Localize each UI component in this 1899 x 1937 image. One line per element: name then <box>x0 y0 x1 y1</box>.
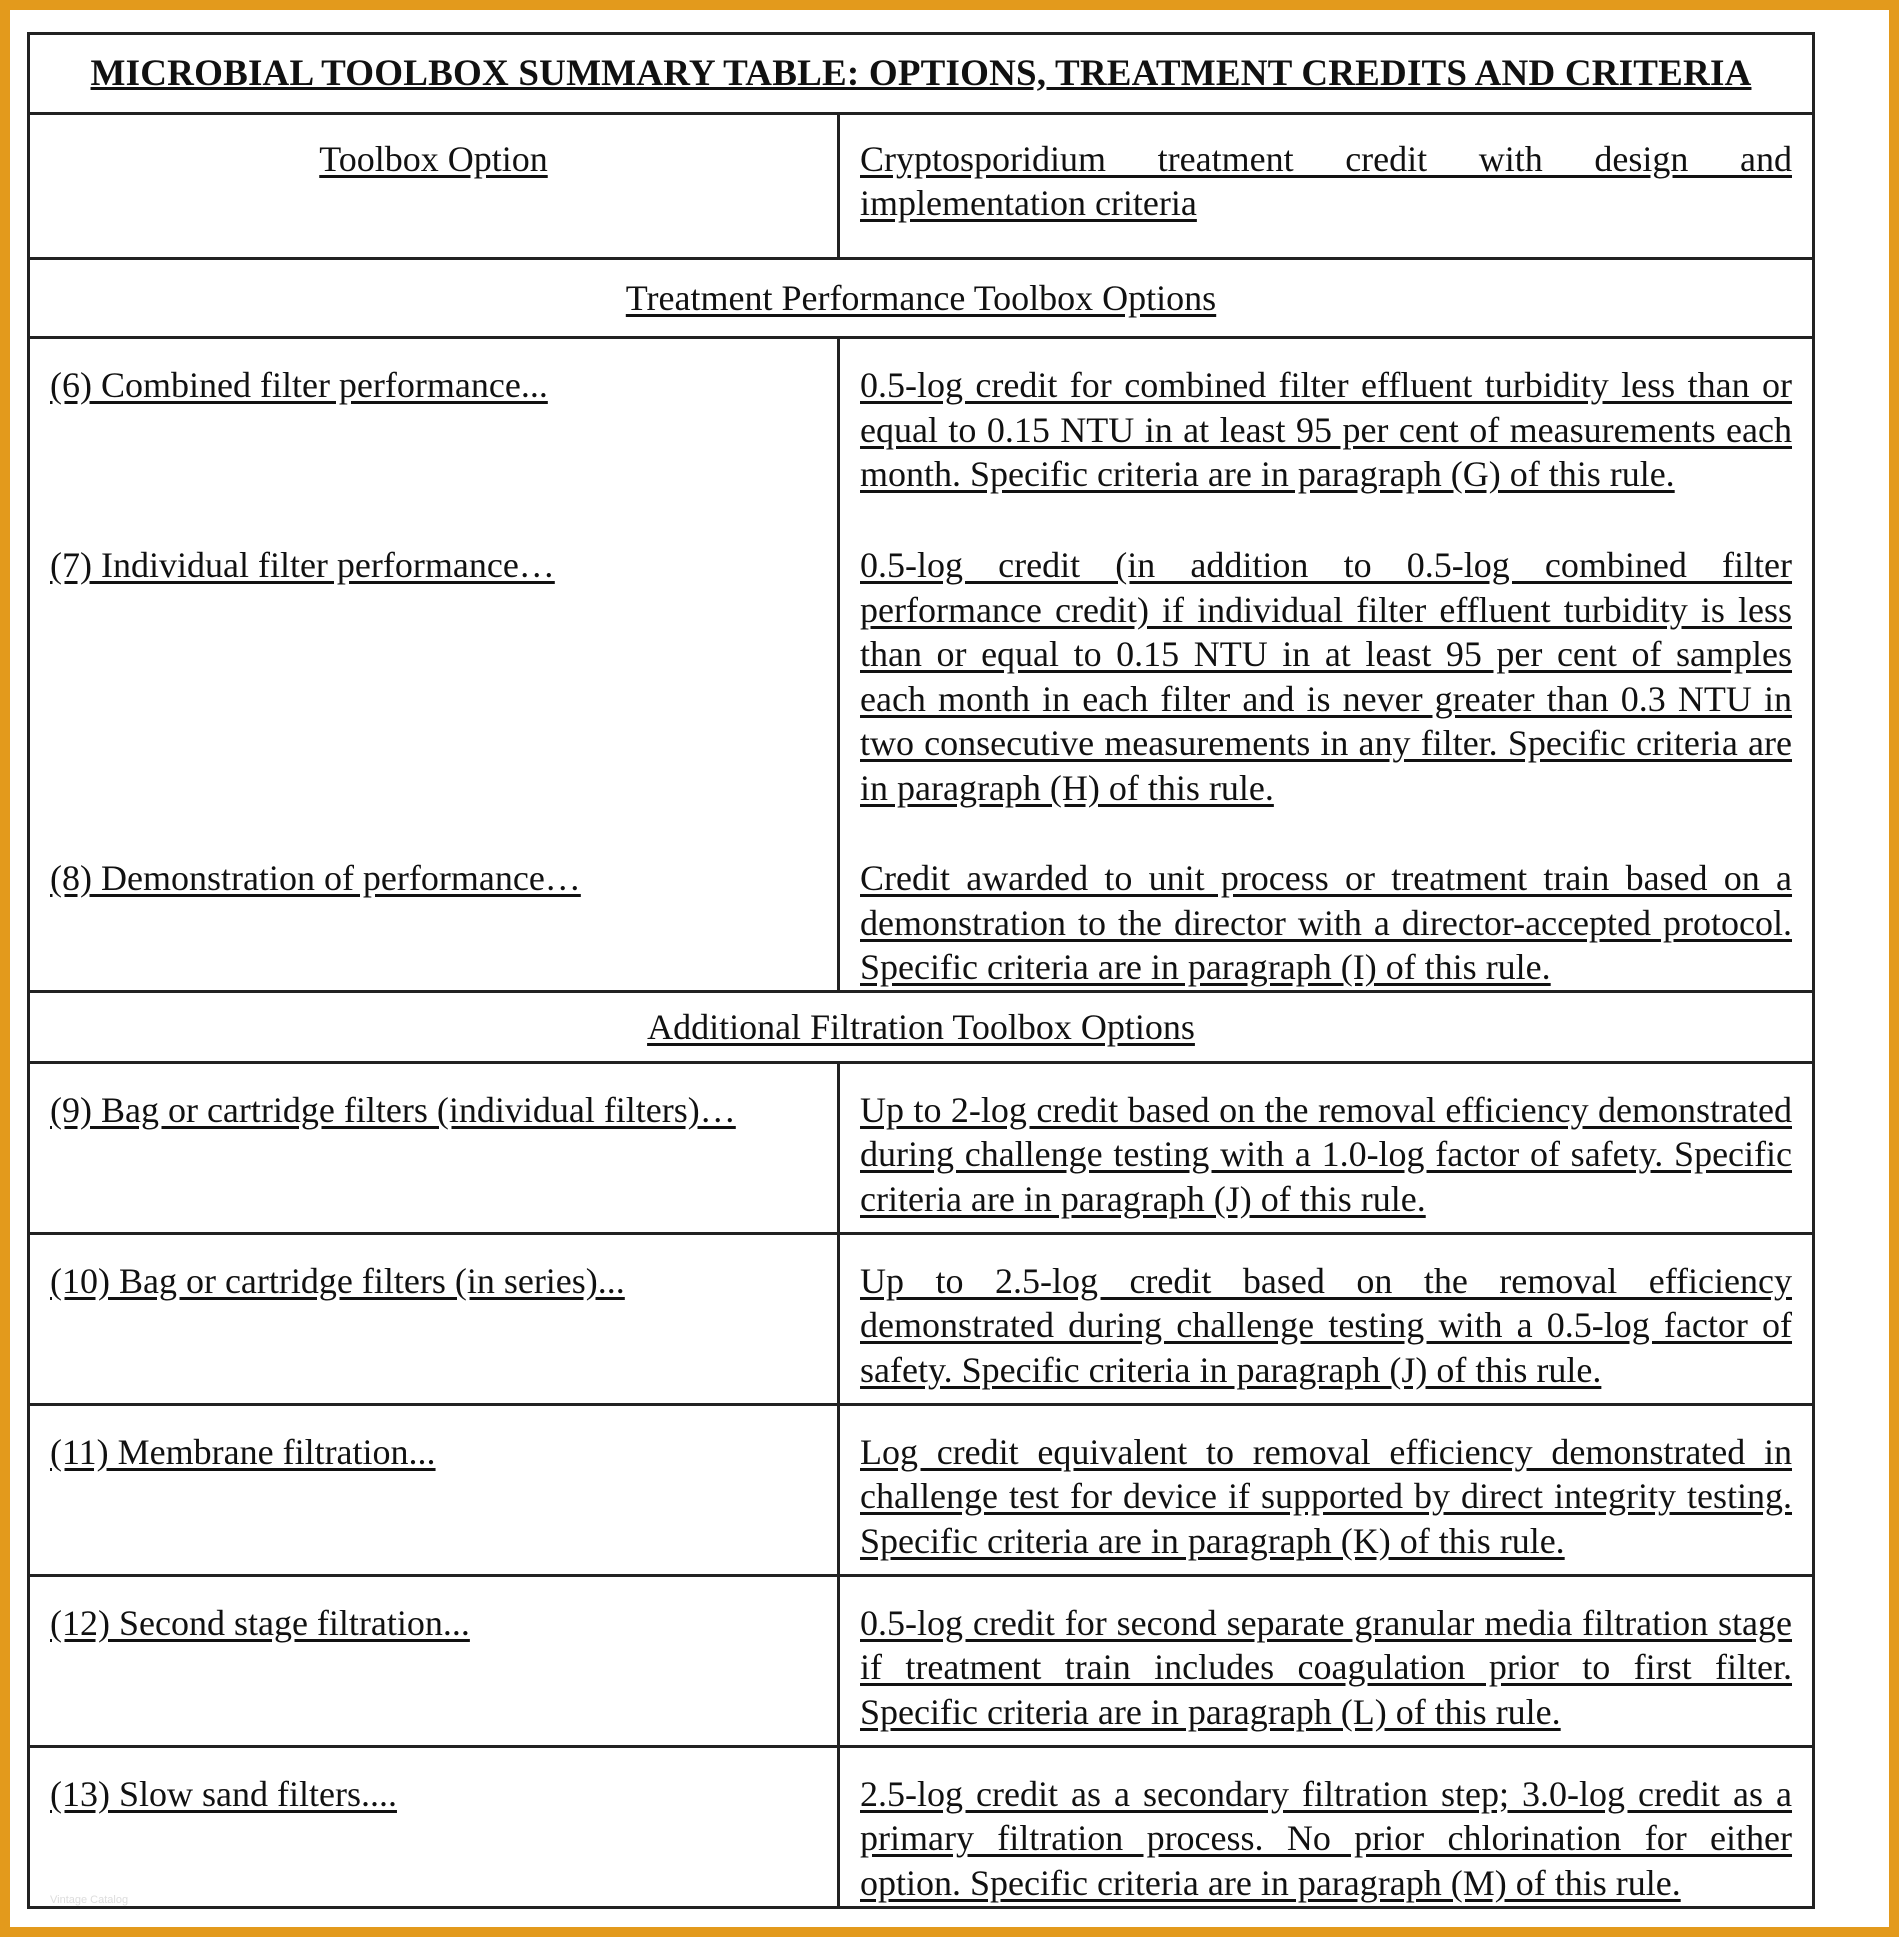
option-item <box>50 543 817 856</box>
option-label: (10) Bag or cartridge filters (in series)... <box>50 1260 625 1301</box>
option-label: (9) Bag or cartridge filters (individual filters)… <box>50 1089 736 1130</box>
option-cell <box>29 338 839 992</box>
option-item <box>50 856 817 901</box>
credit-text: 2.5-log credit as a secondary filtration step; 3.0-log credit as a primary filtration process. No prior chlorination for either option. Specific criteria are in paragraph (M) of this rule. <box>860 1773 1792 1903</box>
credit-cell <box>839 338 1814 992</box>
table-title: MICROBIAL TOOLBOX SUMMARY TABLE: OPTIONS, TREATMENT CREDITS AND CRITERIA <box>29 34 1814 114</box>
table-row <box>29 338 1814 992</box>
watermark-text: Vintage Catalog <box>50 1894 129 1906</box>
option-cell <box>29 1746 839 1907</box>
table-row <box>29 1575 1814 1746</box>
section-heading-label: Additional Filtration Toolbox Options <box>647 1006 1195 1047</box>
column-header-label: Toolbox Option <box>319 139 548 179</box>
table-row <box>29 1746 1814 1907</box>
credit-item <box>860 856 1792 990</box>
section-heading-row <box>29 991 1814 1062</box>
option-label: (11) Membrane filtration... <box>50 1431 436 1472</box>
column-header-credit <box>839 114 1814 259</box>
credit-text: Credit awarded to unit process or treatment train based on a demonstration to the director with a director-accepted protocol. Specific criteria are in paragraph (I) of this rule. <box>860 858 1792 987</box>
table-row <box>29 1062 1814 1233</box>
credit-cell <box>839 1233 1814 1404</box>
option-label: (8) Demonstration of performance… <box>50 858 581 898</box>
credit-cell <box>839 1062 1814 1233</box>
credit-text: 0.5-log credit (in addition to 0.5-log combined filter performance credit) if individual filter effluent turbidity is less than or equal to 0.15 NTU in at least 95 per cent of samples each month in each filter and is never greater than 0.3 NTU in two consecutive measurements in any filter. Specific criteria are in paragraph (H) of this rule. <box>860 545 1792 808</box>
option-cell <box>29 1575 839 1746</box>
credit-text: 0.5-log credit for combined filter effluent turbidity less than or equal to 0.15 NTU in at least 95 per cent of measurements each month. Specific criteria are in paragraph (G) of this rule. <box>860 365 1792 494</box>
credit-text: 0.5-log credit for second separate granular media filtration stage if treatment train includes coagulation prior to first filter. Specific criteria are in paragraph (L) of this rule. <box>860 1602 1792 1732</box>
credit-text: Log credit equivalent to removal efficiency demonstrated in challenge test for device if supported by direct integrity testing. Specific criteria are in paragraph (K) of this rule. <box>860 1431 1792 1561</box>
column-header-toolbox-option <box>29 114 839 259</box>
toolbox-summary-table <box>27 32 1815 1909</box>
option-label: (7) Individual filter performance… <box>50 545 555 585</box>
table-row <box>29 1404 1814 1575</box>
credit-cell <box>839 1575 1814 1746</box>
column-header-label: Cryptosporidium treatment credit with design and implementation criteria <box>860 139 1792 223</box>
credit-text: Up to 2-log credit based on the removal efficiency demonstrated during challenge testing with a 1.0-log factor of safety. Specific criteria are in paragraph (J) of this rule. <box>860 1089 1792 1219</box>
credit-cell <box>839 1746 1814 1907</box>
section-heading-row <box>29 259 1814 338</box>
option-label: (13) Slow sand filters.... <box>50 1773 397 1814</box>
option-cell <box>29 1404 839 1575</box>
table-row <box>29 1233 1814 1404</box>
section-heading-label: Treatment Performance Toolbox Options <box>625 278 1217 318</box>
document-page <box>10 10 1889 1927</box>
credit-item <box>860 363 1792 543</box>
title-row <box>29 34 1814 114</box>
credit-text: Up to 2.5-log credit based on the removal efficiency demonstrated during challenge testing with a 0.5-log factor of safety. Specific criteria in paragraph (J) of this rule. <box>860 1260 1792 1390</box>
option-cell <box>29 1233 839 1404</box>
option-label: (12) Second stage filtration... <box>50 1602 470 1643</box>
header-row <box>29 114 1814 259</box>
section-heading <box>29 991 1814 1062</box>
option-item <box>50 363 817 543</box>
option-cell <box>29 1062 839 1233</box>
option-label: (6) Combined filter performance... <box>50 365 548 405</box>
section-heading <box>29 259 1814 338</box>
credit-cell <box>839 1404 1814 1575</box>
credit-item <box>860 543 1792 856</box>
